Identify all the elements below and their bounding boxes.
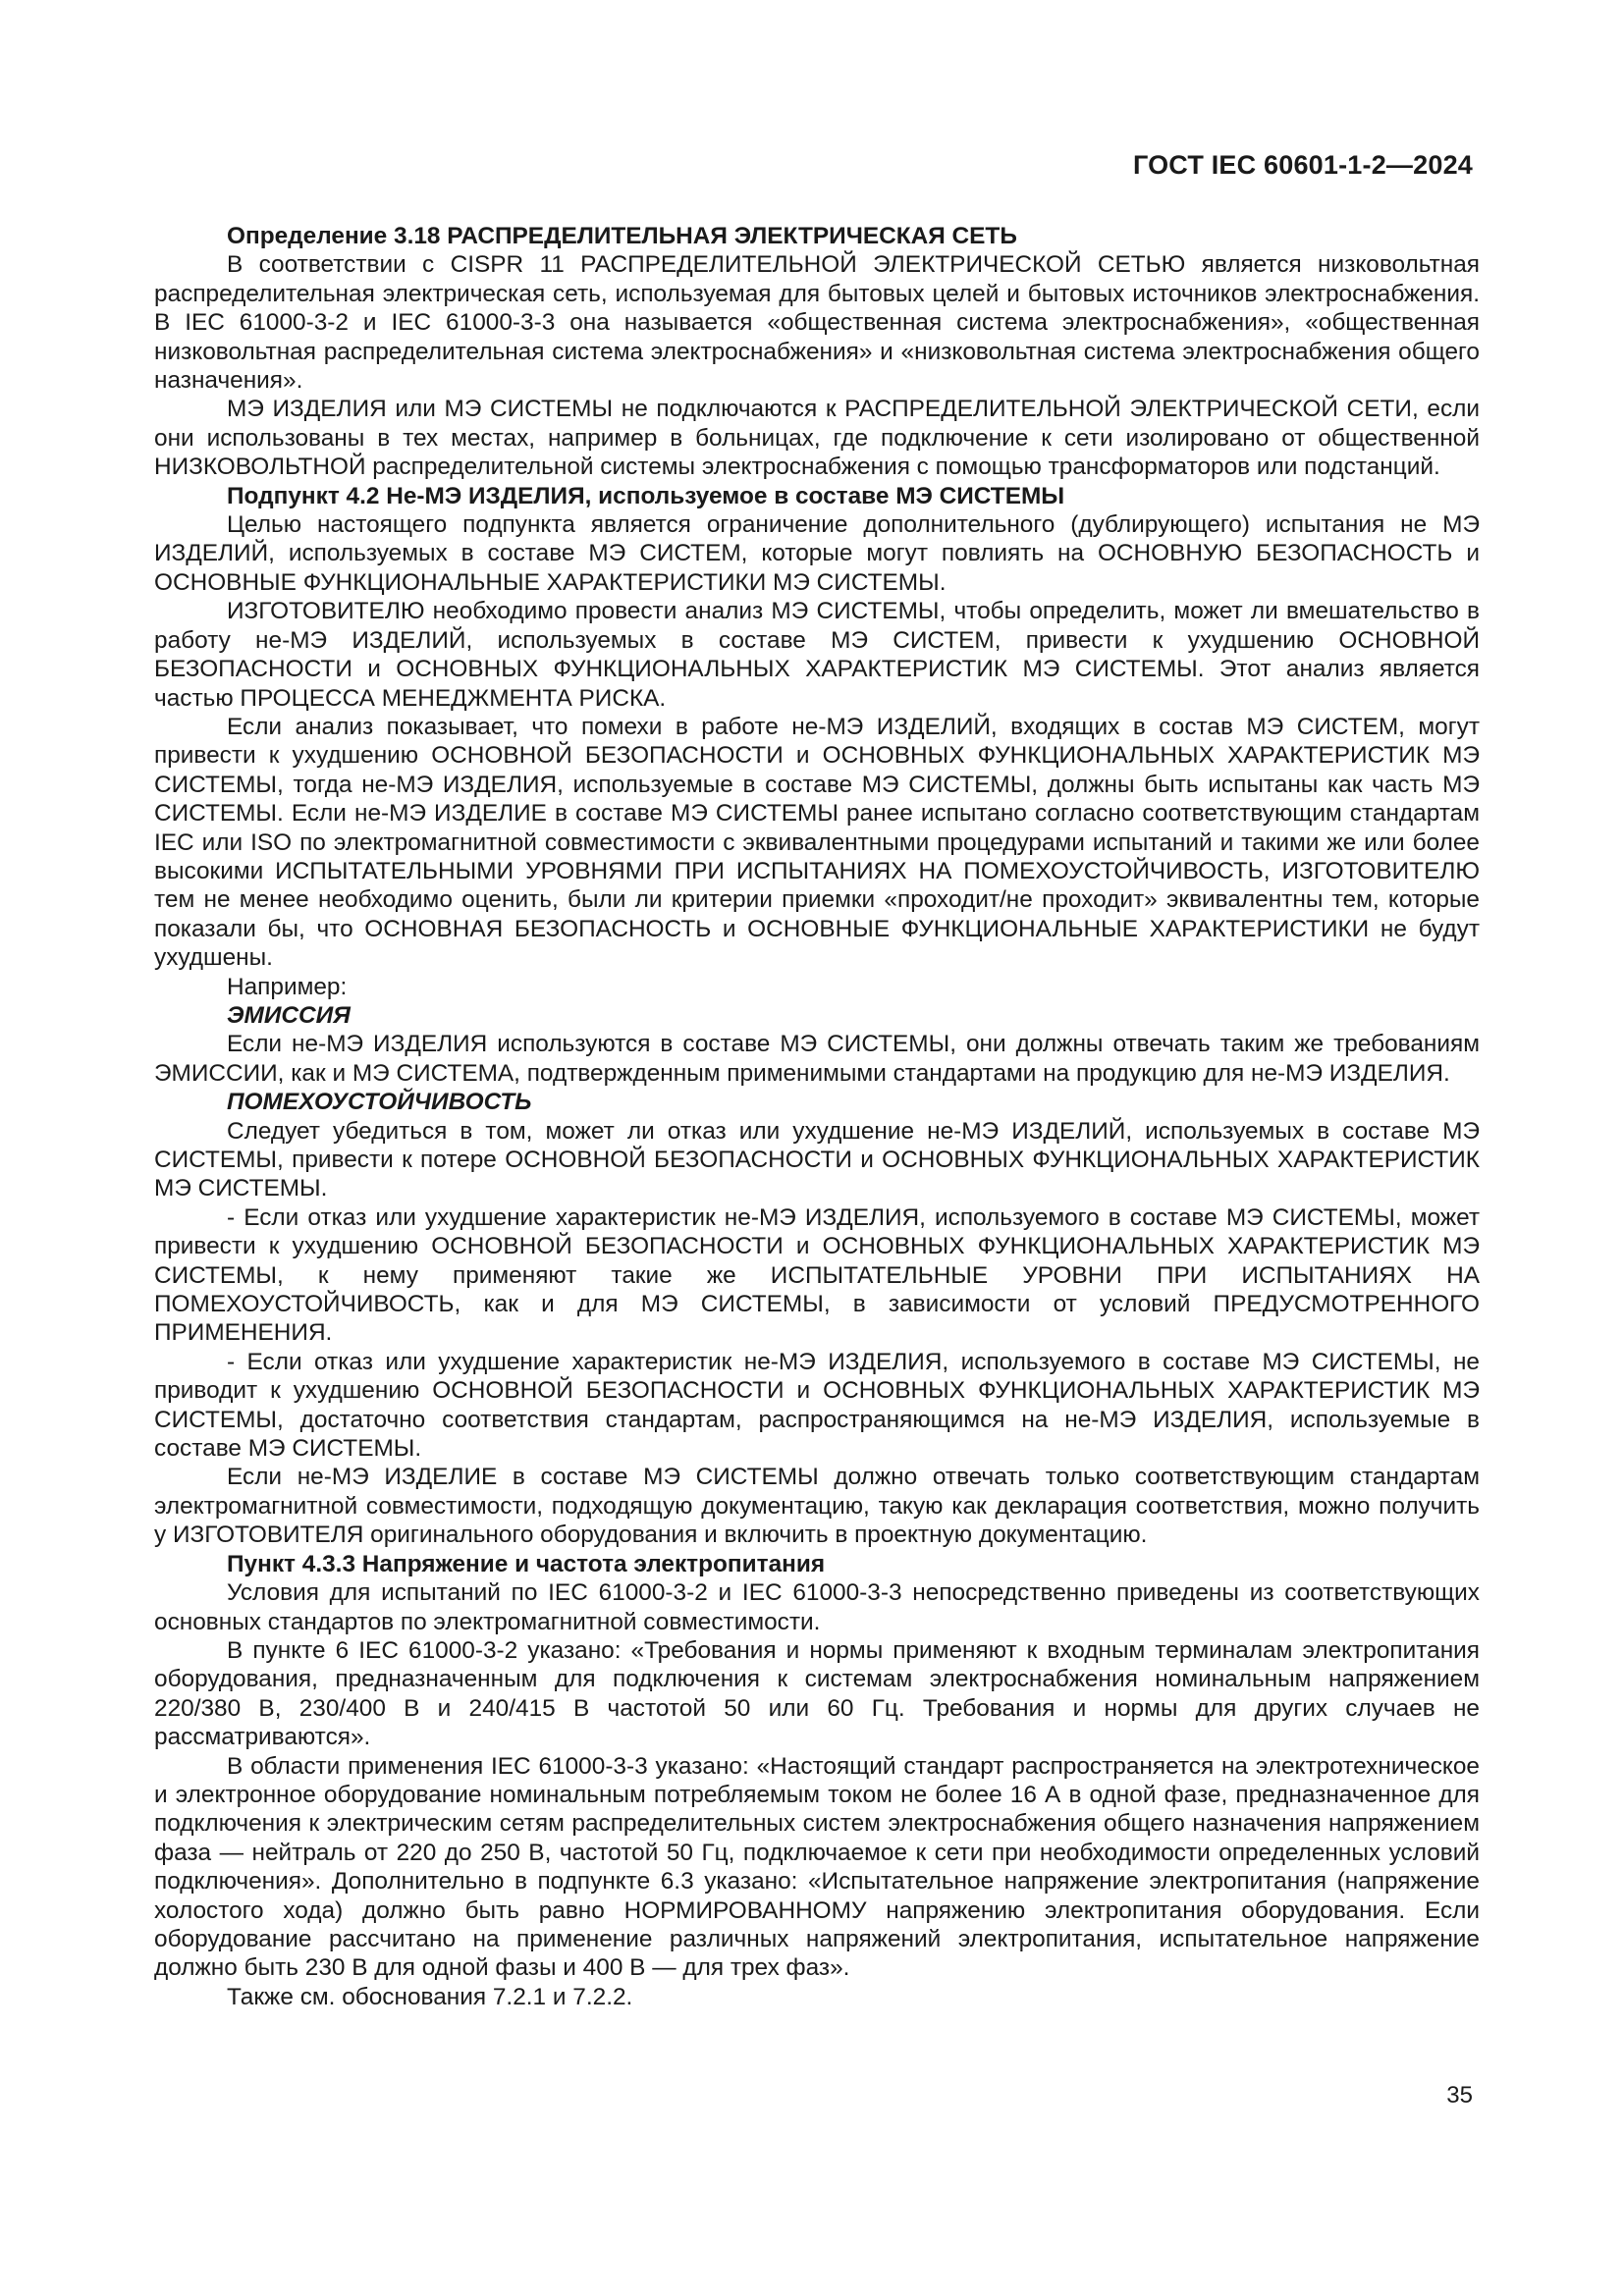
paragraph: Если не-МЭ ИЗДЕЛИЯ используются в составе МЭ СИСТЕМЫ, они должны отвечать таким же требованиям ЭМИССИИ, как и МЭ СИСТЕМА, подтвержденным применимыми стандартами на продукцию для не-МЭ ИЗДЕЛИЯ. (154, 1031, 1480, 1087)
subheading-immunity: ПОМЕХОУСТОЙЧИВОСТЬ (227, 1089, 532, 1116)
paragraph: ИЗГОТОВИТЕЛЮ необходимо провести анализ МЭ СИСТЕМЫ, чтобы определить, может ли вмешательство в работу не-МЭ ИЗДЕЛИЙ, используемых в составе МЭ СИСТЕМ, привести к ухудшению ОСНОВНОЙ БЕЗОПАСНОСТИ и ОСНОВНЫХ ФУНКЦИОНАЛЬНЫХ ХАРАКТЕРИСТИК МЭ СИСТЕМЫ. Этот анализ является частью ПРОЦЕССА МЕНЕДЖМЕНТА РИСКА. (154, 598, 1480, 712)
paragraph: В пункте 6 IEC 61000-3-2 указано: «Требования и нормы применяют к входным терминалам электропитания оборудования, предназначенным для подключения к системам электроснабжения номинальным напряжением 220/380 В, 230/400 В и 240/415 В частотой 50 или 60 Гц. Требования и нормы для других случаев не рассматриваются». (154, 1636, 1480, 1751)
paragraph: Условия для испытаний по IEC 61000-3-2 и IEC 61000-3-3 непосредственно приведены из соответствующих основных стандартов по электромагнитной совместимости. (154, 1579, 1480, 1635)
paragraph: Следует убедиться в том, может ли отказ или ухудшение не-МЭ ИЗДЕЛИЙ, используемых в составе МЭ СИСТЕМЫ, привести к потере ОСНОВНОЙ БЕЗОПАСНОСТИ и ОСНОВНЫХ ФУНКЦИОНАЛЬНЫХ ХАРАКТЕРИСТИК МЭ СИСТЕМЫ. (154, 1117, 1480, 1202)
page-number: 35 (1446, 2082, 1473, 2109)
paragraph: Например: (227, 973, 348, 1000)
subheading-emission: ЭМИССИЯ (227, 1001, 351, 1029)
section-heading: Подпункт 4.2 Не-МЭ ИЗДЕЛИЯ, используемое в составе МЭ СИСТЕМЫ (227, 482, 1065, 509)
paragraph: В соответствии с CISPR 11 РАСПРЕДЕЛИТЕЛЬНОЙ ЭЛЕКТРИЧЕСКОЙ СЕТЬЮ является низковольтная распределительная электрическая сеть, используемая для бытовых целей и бытовых источников электроснабжения. В IEC 61000-3-2 и IEC 61000-3-3 она называется «общественная система электроснабжения», «общественная низковольтная распределительная система электроснабжения» и «низковольтная система электроснабжения общего назначения». (154, 251, 1480, 395)
paragraph: Если не-МЭ ИЗДЕЛИЕ в составе МЭ СИСТЕМЫ должно отвечать только соответствующим стандартам электромагнитной совместимости, подходящую документацию, такую как декларация соответствия, можно получить у ИЗГОТОВИТЕЛЯ оригинального оборудования и включить в проектную документацию. (154, 1464, 1480, 1549)
paragraph: В области применения IEC 61000-3-3 указано: «Настоящий стандарт распространяется на электротехническое и электронное оборудование номинальным потребляемым током не более 16 А в одной фазе, предназначенное для подключения к электрическим сетям распределительных систем электроснабжения общего назначения напряжением фаза — нейтраль от 220 до 250 В, частотой 50 Гц, подключаемое к сети при необходимости определенных условий подключения». Дополнительно в подпункте 6.3 указано: «Испытательное напряжение электропитания (напряжение холостого хода) должно быть равно НОРМИРОВАННОМУ напряжению электропитания оборудования. Если оборудование рассчитано на применение различных напряжений электропитания, испытательное напряжение должно быть 230 В для одной фазы и 400 В — для трех фаз». (154, 1752, 1480, 1982)
list-item: - Если отказ или ухудшение характеристик не-МЭ ИЗДЕЛИЯ, используемого в составе МЭ СИСТЕМЫ, не приводит к ухудшению ОСНОВНОЙ БЕЗОПАСНОСТИ и ОСНОВНЫХ ФУНКЦИОНАЛЬНЫХ ХАРАКТЕРИСТИК МЭ СИСТЕМЫ, достаточно соответствия стандартам, распространяющимся на не-МЭ ИЗДЕЛИЯ, используемые в составе МЭ СИСТЕМЫ. (154, 1348, 1480, 1463)
paragraph: МЭ ИЗДЕЛИЯ или МЭ СИСТЕМЫ не подключаются к РАСПРЕДЕЛИТЕЛЬНОЙ ЭЛЕКТРИЧЕСКОЙ СЕТИ, если они использованы в тех местах, например в больницах, где подключение к сети изолировано от общественной НИЗКОВОЛЬТНОЙ распределительной системы электроснабжения с помощью трансформаторов или подстанций. (154, 396, 1480, 481)
standard-designation: ГОСТ IEC 60601-1-2—2024 (1132, 150, 1473, 180)
section-heading: Определение 3.18 РАСПРЕДЕЛИТЕЛЬНАЯ ЭЛЕКТРИЧЕСКАЯ СЕТЬ (227, 223, 1017, 249)
list-item: - Если отказ или ухудшение характеристик не-МЭ ИЗДЕЛИЯ, используемого в составе МЭ СИСТЕМЫ, может привести к ухудшению ОСНОВНОЙ БЕЗОПАСНОСТИ и ОСНОВНЫХ ФУНКЦИОНАЛЬНЫХ ХАРАКТЕРИСТИК МЭ СИСТЕМЫ, к нему применяют такие же ИСПЫТАТЕЛЬНЫЕ УРОВНИ ПРИ ИСПЫТАНИЯХ НА ПОМЕХОУСТОЙЧИВОСТЬ, как и для МЭ СИСТЕМЫ, в зависимости от условий ПРЕДУСМОТРЕННОГО ПРИМЕНЕНИЯ. (154, 1203, 1480, 1347)
section-heading: Пункт 4.3.3 Напряжение и частота электропитания (227, 1550, 826, 1577)
paragraph: Также см. обоснования 7.2.1 и 7.2.2. (227, 1983, 633, 2010)
document-body (154, 222, 1480, 2011)
paragraph: Целью настоящего подпункта является ограничение дополнительного (дублирующего) испытания не МЭ ИЗДЕЛИЙ, используемых в составе МЭ СИСТЕМ, которые могут повлиять на ОСНОВНУЮ БЕЗОПАСНОСТЬ и ОСНОВНЫЕ ФУНКЦИОНАЛЬНЫЕ ХАРАКТЕРИСТИКИ МЭ СИСТЕМЫ. (154, 511, 1480, 596)
paragraph: Если анализ показывает, что помехи в работе не-МЭ ИЗДЕЛИЙ, входящих в состав МЭ СИСТЕМ, могут привести к ухудшению ОСНОВНОЙ БЕЗОПАСНОСТИ и ОСНОВНЫХ ФУНКЦИОНАЛЬНЫХ ХАРАКТЕРИСТИК МЭ СИСТЕМЫ, тогда не-МЭ ИЗДЕЛИЯ, используемые в составе МЭ СИСТЕМЫ, должны быть испытаны как часть МЭ СИСТЕМЫ. Если не-МЭ ИЗДЕЛИЕ в составе МЭ СИСТЕМЫ ранее испытано согласно соответствующим стандартам IEC или ISO по электромагнитной совместимости с эквивалентными процедурами испытаний и такими же или более высокими ИСПЫТАТЕЛЬНЫМИ УРОВНЯМИ ПРИ ИСПЫТАНИЯХ НА ПОМЕХОУСТОЙЧИВОСТЬ, ИЗГОТОВИТЕЛЮ тем не менее необходимо оценить, были ли критерии приемки «проходит/не проходит» эквивалентны тем, которые показали бы, что ОСНОВНАЯ БЕЗОПАСНОСТЬ и ОСНОВНЫЕ ФУНКЦИОНАЛЬНЫЕ ХАРАКТЕРИСТИКИ не будут ухудшены. (154, 713, 1480, 972)
